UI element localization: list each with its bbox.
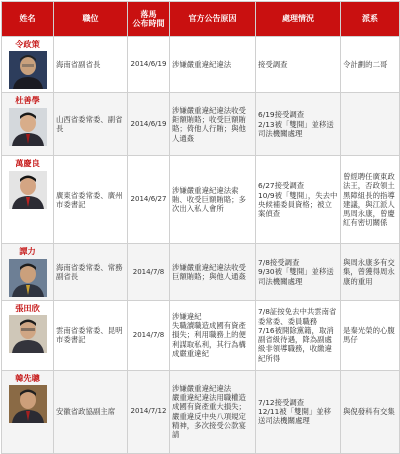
reason-cell: 涉嫌嚴重違紀違法收受鉅額賄賂；收受巨額賄賂；倚他人行賄；與他人通姦 (170, 93, 256, 156)
reason-cell: 涉嫌嚴重違紀違法索賄、收受巨額賄賂；多次出入私人會所 (170, 156, 256, 244)
reason-cell: 涉嫌違紀 失職瀆職造成國有資產損失；利用職務上的便利謀取私利，其行為構成嚴重違紀 (170, 300, 256, 370)
header-date: 落馬 公布時間 (128, 2, 170, 37)
table-row (2, 300, 400, 370)
position-cell: 安徽省政協副主席 (54, 370, 128, 453)
person-cell (2, 37, 54, 93)
person-name: 譚力 (19, 246, 36, 257)
table-row (2, 156, 400, 244)
position-cell: 廣東省委常委、廣州市委書記 (54, 156, 128, 244)
portrait-photo (9, 315, 47, 353)
position-cell: 海南省委常委、常務副省長 (54, 244, 128, 300)
person-cell (2, 300, 54, 370)
reason-cell: 涉嫌嚴重違紀違法 (170, 37, 256, 93)
portrait-photo (9, 259, 47, 297)
date-cell: 2014/6/19 (128, 37, 170, 93)
person-name: 萬慶良 (15, 158, 40, 169)
handling-cell: 6/19接受調查 2/13被「雙開」並移送司法機關處理 (256, 93, 341, 156)
faction-cell: 令計劃的二哥 (341, 37, 400, 93)
date-cell: 2014/6/27 (128, 156, 170, 244)
reason-cell: 涉嫌嚴重違紀違法 嚴重違紀違法用職權造成國有資產重大損失；嚴重違反中央八項規定精神，多次接受公款宴請 (170, 370, 256, 453)
person-cell (2, 156, 54, 244)
header-position: 職位 (54, 2, 128, 37)
faction-cell: 與周永康多有交集，曾獲得周永康的重用 (341, 244, 400, 300)
portrait-photo (9, 51, 47, 89)
date-cell: 2014/7/8 (128, 300, 170, 370)
handling-cell: 7/12接受調查 12/11被「雙開」並移送司法機關處理 (256, 370, 341, 453)
person-name: 張田欣 (15, 302, 40, 313)
header-handling: 處理情況 (256, 2, 341, 37)
faction-cell (341, 93, 400, 156)
date-cell: 2014/7/8 (128, 244, 170, 300)
header-reason: 官方公告原因 (170, 2, 256, 37)
table-row (2, 93, 400, 156)
reason-cell: 涉嫌嚴重違紀違法收受巨額賄賂；與他人通姦 (170, 244, 256, 300)
person-name: 令政策 (15, 39, 40, 49)
portrait-photo (9, 171, 47, 209)
faction-cell: 是秦光榮的心腹馬仔 (341, 300, 400, 370)
date-cell: 2014/6/19 (128, 93, 170, 156)
person-cell (2, 93, 54, 156)
person-name: 韓先聰 (15, 372, 40, 383)
handling-cell: 6/27接受調查 10/9被「雙開」，失去中央候補委員資格；被立案偵查 (256, 156, 341, 244)
header-row (2, 2, 400, 37)
portrait-photo (9, 385, 47, 423)
header-name: 姓名 (2, 2, 54, 37)
faction-cell: 與倪發科有交集 (341, 370, 400, 453)
position-cell: 山西省委常委、副省長 (54, 93, 128, 156)
table-row (2, 244, 400, 300)
officials-table (1, 1, 400, 454)
person-cell (2, 244, 54, 300)
portrait-photo (9, 108, 47, 146)
date-cell: 2014/7/12 (128, 370, 170, 453)
handling-cell: 接受調查 (256, 37, 341, 93)
header-faction: 派系 (341, 2, 400, 37)
position-cell: 海南省副省長 (54, 37, 128, 93)
position-cell: 雲南省委常委、昆明市委書記 (54, 300, 128, 370)
handling-cell: 7/8接受調查 9/30被「雙開」並移送司法機關處理 (256, 244, 341, 300)
handling-cell: 7/8証按免去中共雲南省委常委、委員職務 7/16被開除黨籍，取消副省級待遇，降為副處級非領導職務，收繳違紀所得 (256, 300, 341, 370)
table-row (2, 37, 400, 93)
faction-cell: 曾經聘任廣東政法王，否政領土黑障組長的指導建議，與江派人馬周永康，曾慶紅有密切關係 (341, 156, 400, 244)
person-name: 杜善學 (15, 95, 40, 106)
